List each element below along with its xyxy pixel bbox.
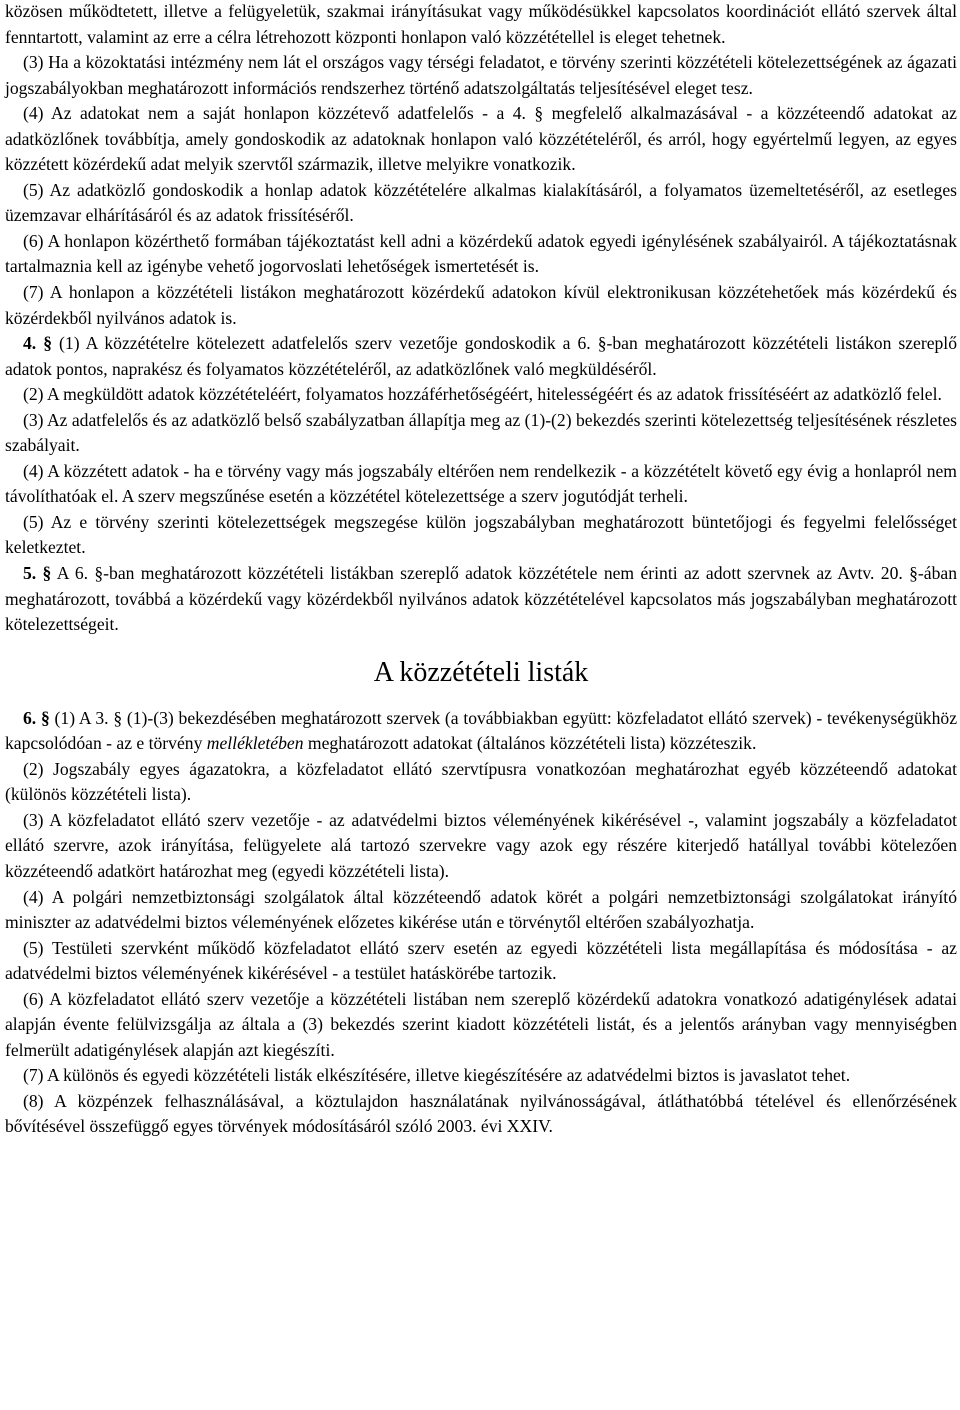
paragraph: (3) Az adatfelelős és az adatközlő belső szabályzatban állapítja meg az (1)-(2) bekezdés szerinti kötelezettség teljesítésének részletes szabályait.: [5, 409, 957, 456]
document-page: [5, 0, 957, 1140]
paragraph: (4) Az adatokat nem a saját honlapon közzétevő adatfelelős - a 4. § megfelelő alkalmazásával - a közzéteendő adatokat az adatközlőnek továbbítja, amely gondoskodik az adatoknak honlapon való közzétételéről, és arról, hogy egyértelmű legyen, az egyes közzétett közérdekű adat melyik szervtől származik, illetve melyikre vonatkozik.: [5, 103, 957, 175]
paragraph: (5) Az adatközlő gondoskodik a honlap adatok közzétételére alkalmas kialakításáról, a folyamatos üzemeltetéséről, az esetleges üzemzavar elhárításáról és az adatok frissítéséről.: [5, 179, 957, 226]
section-number: 4. §: [23, 333, 53, 354]
paragraph: (2) Jogszabály egyes ágazatokra, a közfeladatot ellátó szervtípusra vonatkozóan meghatározhat egyéb közzéteendő adatokat (különös közzétételi lista).: [5, 758, 957, 805]
section-number: 5. §: [23, 563, 52, 584]
italic-reference: mellékletében: [206, 733, 304, 754]
paragraph: (7) A különös és egyedi közzétételi listák elkészítésére, illetve kiegészítésére az adatvédelmi biztos is javaslatot tehet.: [23, 1065, 851, 1086]
paragraph: (2) A megküldött adatok közzétételéért, folyamatos hozzáférhetőségéért, hitelességéért és az adatok frissítéséért az adatközlő felel.: [23, 384, 942, 405]
paragraph: (3) Ha a közoktatási intézmény nem lát el országos vagy térségi feladatot, e törvény szerinti közzétételi kötelezettségének az ágazati jogszabályokban meghatározott információs rendszerhez történő adatszolgáltatás teljesítésével eleget tesz.: [5, 52, 957, 98]
paragraph: (8) A közpénzek felhasználásával, a köztulajdon használatának nyilvánosságával, átláthatóbbá tételével és ellenőrzésének bővítésével összefüggő egyes törvények módosításáról szóló 2003. évi XXIV.: [5, 1090, 957, 1137]
section-4-paragraph: [5, 331, 957, 382]
paragraph: közösen működtetett, illetve a felügyeletük, szakmai irányításukat vagy működésükkel kapcsolatos koordinációt ellátó szervek által fenntartott, valamint az erre a célra létrehozott központi honlapon való közzététellel is eleget tehetnek.: [5, 1, 957, 47]
paragraph-text: A 6. §-ban meghatározott közzétételi listákban szereplő adatok közzététele nem érinti az adott szervnek az Avtv. 20. §-ában meghatározott, továbbá a közérdekű vagy közérdekből nyilvános adatok közzétételével kapcsolatos más jogszabályban meghatározott kötelezettségeit.: [5, 563, 958, 635]
paragraph: (6) A honlapon közérthető formában tájékoztatást kell adni a közérdekű adatok egyedi igénylésének szabályairól. A tájékoztatásnak tartalmaznia kell az igénybe vehető jogorvoslati lehetőségek ismertetését is.: [5, 230, 957, 277]
paragraph-text: (1) A közzétételre kötelezett adatfelelős szerv vezetője gondoskodik a 6. §-ban meghatározott közzétételi listákon szereplő adatok pontos, naprakész és folyamatos közzétételéről, az adatközlőnek való megküldéséről.: [5, 333, 957, 379]
paragraph: (4) A polgári nemzetbiztonsági szolgálatok által közzéteendő adatok körét a polgári nemzetbiztonsági szolgálatokat irányító miniszter az adatvédelmi biztos véleményének előzetes kikérése után e törvénytől eltérően szabályozhatja.: [5, 886, 957, 933]
paragraph: (5) Az e törvény szerinti kötelezettségek megszegése külön jogszabályban meghatározott büntetőjogi és fegyelmi felelősséget keletkeztet.: [5, 511, 957, 558]
paragraph: (3) A közfeladatot ellátó szerv vezetője - az adatvédelmi biztos véleményének kikérésével -, valamint jogszabály a közfeladatot ellátó szervre, azok irányítása, felügyelete alá tartozó szervekre vagy azok egy részére kiterjedő hatállyal további kötelezően közzéteendő adatkört határozhat meg (egyedi közzétételi lista).: [5, 809, 957, 881]
paragraph-text: meghatározott adatokat (általános közzétételi lista) közzéteszik.: [307, 733, 757, 754]
paragraph-text: (1) A 3. § (1)-(3) bekezdésében meghatározott szervek (a továbbiakban együtt: közfeladatot ellátó szervek) - tevékenységükhöz kapcsolódóan - az e törvény: [5, 707, 958, 754]
section-5-paragraph: [5, 561, 957, 638]
section-6-paragraph: [5, 706, 957, 757]
section-heading: A közzétételi listák: [373, 656, 589, 688]
paragraph: (5) Testületi szervként működő közfeladatot ellátó szerv esetén az egyedi közzétételi lista megállapítása és módosítása - az adatvédelmi biztos véleményének kikérésével - a testület hatáskörébe tartozik.: [5, 937, 957, 984]
paragraph: (4) A közzétett adatok - ha e törvény vagy más jogszabály eltérően nem rendelkezik - a közzétételt követő egy évig a honlapról nem távolíthatóak el. A szerv megszűnése esetén a közzététel kötelezettsége a szerv jogutódját terheli.: [5, 460, 957, 507]
paragraph: (6) A közfeladatot ellátó szerv vezetője a közzétételi listában nem szereplő közérdekű adatokra vonatkozó adatigénylések adatai alapján évente felülvizsgálja az általa a (3) bekezdés szerint kiadott közzétételi listát, és a jelentős arányban vagy mennyiségben felmerült adatigénylések alapján azt kiegészíti.: [5, 988, 957, 1060]
section-number: 6. §: [23, 707, 50, 728]
paragraph: (7) A honlapon a közzétételi listákon meghatározott közérdekű adatokon kívül elektronikusan közzétehetőek más közérdekű és közérdekből nyilvános adatok is.: [5, 282, 957, 328]
